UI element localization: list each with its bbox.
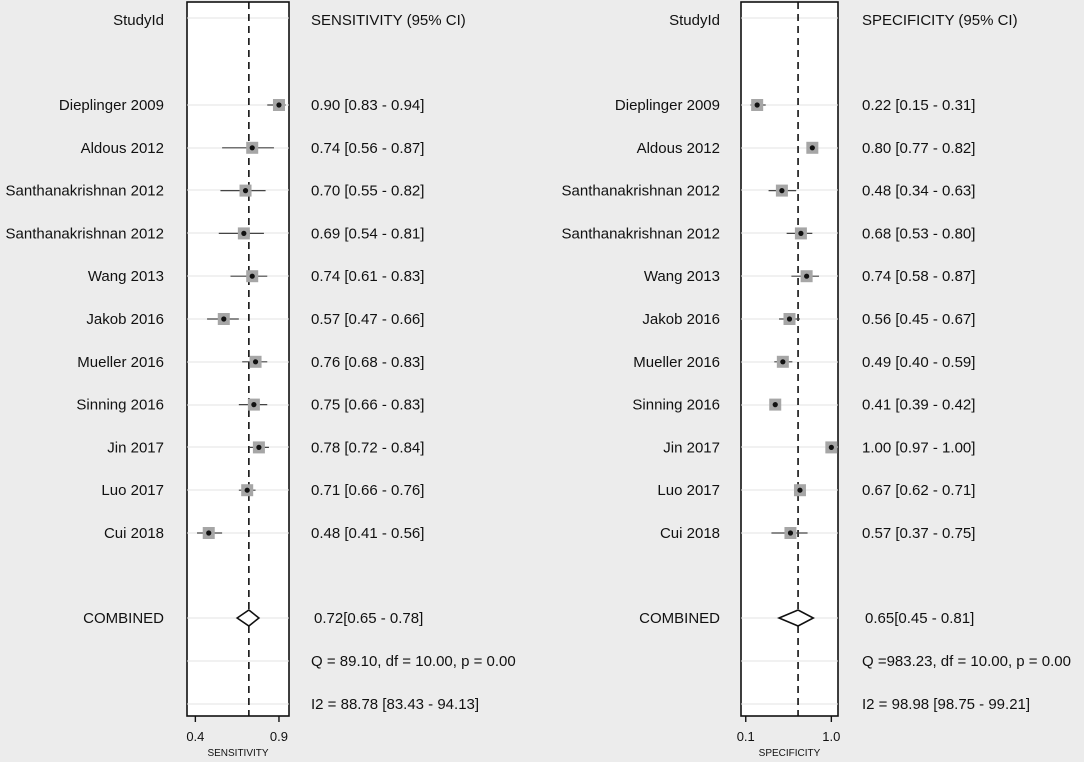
heterogeneity-q-text: Q = 89.10, df = 10.00, p = 0.00: [311, 653, 516, 670]
estimate-ci-text: 0.56 [0.45 - 0.67]: [862, 311, 976, 328]
study-label: Sinning 2016: [76, 396, 164, 414]
study-label: Mueller 2016: [77, 353, 164, 371]
heterogeneity-i2-text: I2 = 98.98 [98.75 - 99.21]: [862, 696, 1031, 713]
x-tick-label: 0.1: [736, 729, 755, 744]
estimate-column-header: SPECIFICITY (95% CI): [862, 12, 1018, 29]
estimate-ci-text: 0.78 [0.72 - 0.84]: [311, 439, 425, 457]
combined-label: COMBINED: [83, 610, 164, 627]
x-tick-label: 0.9: [269, 729, 289, 744]
heterogeneity-i2-text: I2 = 88.78 [83.43 - 94.13]: [311, 696, 480, 713]
point-estimate: [798, 231, 803, 236]
panel-specificity: [562, 2, 1071, 759]
point-estimate: [241, 231, 246, 236]
estimate-ci-text: 0.48 [0.41 - 0.56]: [311, 525, 425, 542]
point-estimate: [788, 530, 793, 535]
estimate-ci-text: 0.57 [0.47 - 0.66]: [311, 311, 425, 328]
study-label: Santhanakrishnan 2012: [5, 182, 164, 200]
x-axis-title: SENSITIVITY: [207, 748, 269, 759]
point-estimate: [250, 145, 255, 150]
panel-sensitivity: [6, 2, 516, 759]
point-estimate: [797, 488, 802, 493]
point-estimate: [256, 445, 261, 450]
study-column-header: StudyId: [669, 12, 720, 29]
x-tick-label: 1.0: [822, 729, 841, 744]
estimate-ci-text: 0.67 [0.62 - 0.71]: [862, 482, 976, 500]
study-label: Luo 2017: [101, 482, 164, 500]
estimate-ci-text: 0.48 [0.34 - 0.63]: [862, 182, 976, 200]
study-column-header: StudyId: [113, 12, 164, 29]
study-label: Cui 2018: [103, 525, 164, 542]
estimate-ci-text: 0.75 [0.66 - 0.83]: [311, 396, 425, 414]
combined-estimate-text: 0.65[0.45 - 0.81]: [865, 610, 975, 627]
study-label: Santhanakrishnan 2012: [561, 225, 720, 243]
point-estimate: [206, 530, 211, 535]
point-estimate: [787, 316, 792, 321]
estimate-ci-text: 0.68 [0.53 - 0.80]: [862, 225, 976, 243]
study-label: Aldous 2012: [636, 139, 720, 157]
estimate-ci-text: 0.76 [0.68 - 0.83]: [311, 353, 425, 371]
x-tick-label: 0.4: [186, 729, 205, 744]
estimate-ci-text: 0.69 [0.54 - 0.81]: [311, 225, 425, 243]
estimate-ci-text: 0.74 [0.56 - 0.87]: [311, 139, 425, 157]
point-estimate: [245, 488, 250, 493]
study-label: Jin 2017: [663, 439, 720, 457]
point-estimate: [755, 102, 760, 107]
point-estimate: [251, 402, 256, 407]
study-label: Wang 2013: [643, 268, 720, 286]
estimate-column-header: SENSITIVITY (95% CI): [311, 12, 466, 29]
estimate-ci-text: 1.00 [0.97 - 1.00]: [862, 439, 976, 457]
study-label: Jakob 2016: [642, 311, 720, 328]
estimate-ci-text: 0.49 [0.40 - 0.59]: [862, 353, 976, 371]
point-estimate: [780, 359, 785, 364]
point-estimate: [243, 188, 248, 193]
estimate-ci-text: 0.70 [0.55 - 0.82]: [311, 182, 425, 200]
study-label: Jin 2017: [107, 439, 164, 457]
study-label: Santhanakrishnan 2012: [561, 182, 720, 200]
estimate-ci-text: 0.57 [0.37 - 0.75]: [862, 525, 976, 542]
point-estimate: [810, 145, 815, 150]
point-estimate: [276, 102, 281, 107]
combined-estimate-text: 0.72[0.65 - 0.78]: [314, 610, 424, 627]
study-label: Luo 2017: [657, 482, 720, 500]
study-label: Cui 2018: [659, 525, 720, 542]
point-estimate: [221, 316, 226, 321]
study-label: Dieplinger 2009: [614, 97, 720, 114]
study-label: Santhanakrishnan 2012: [5, 225, 164, 243]
point-estimate: [804, 274, 809, 279]
estimate-ci-text: 0.90 [0.83 - 0.94]: [311, 97, 425, 114]
estimate-ci-text: 0.41 [0.39 - 0.42]: [862, 396, 976, 414]
point-estimate: [829, 445, 834, 450]
point-estimate: [779, 188, 784, 193]
estimate-ci-text: 0.80 [0.77 - 0.82]: [862, 139, 976, 157]
x-axis-title: SPECIFICITY: [758, 748, 821, 759]
point-estimate: [253, 359, 258, 364]
point-estimate: [250, 274, 255, 279]
study-label: Mueller 2016: [633, 353, 720, 371]
point-estimate: [773, 402, 778, 407]
estimate-ci-text: 0.22 [0.15 - 0.31]: [862, 97, 976, 114]
estimate-ci-text: 0.71 [0.66 - 0.76]: [311, 482, 425, 500]
estimate-ci-text: 0.74 [0.58 - 0.87]: [862, 268, 976, 286]
study-label: Dieplinger 2009: [58, 97, 164, 114]
heterogeneity-q-text: Q =983.23, df = 10.00, p = 0.00: [862, 653, 1071, 670]
study-label: Jakob 2016: [86, 311, 164, 328]
study-label: Aldous 2012: [80, 139, 164, 157]
study-label: Wang 2013: [87, 268, 164, 286]
estimate-ci-text: 0.74 [0.61 - 0.83]: [311, 268, 425, 286]
combined-label: COMBINED: [639, 610, 720, 627]
study-label: Sinning 2016: [632, 396, 720, 414]
